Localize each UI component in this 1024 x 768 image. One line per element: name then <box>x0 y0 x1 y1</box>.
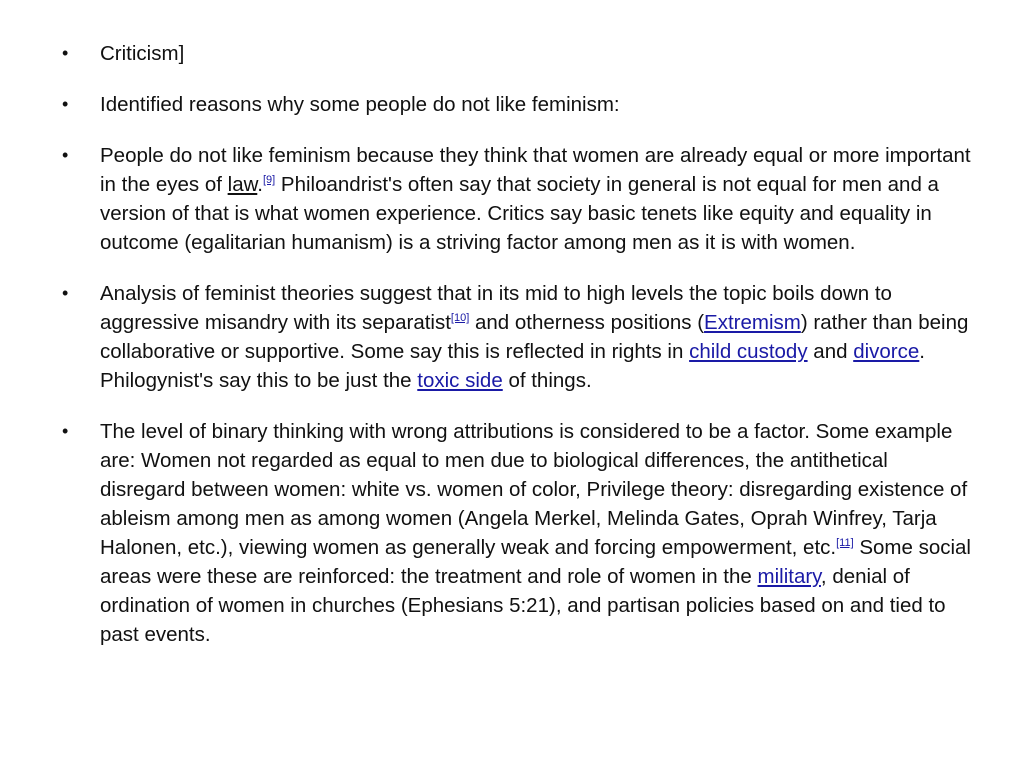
bullet-icon: • <box>62 94 69 114</box>
bullet-text: Identified reasons why some people do not like feminism: <box>100 93 620 116</box>
bullet-text: Criticism] <box>100 42 185 65</box>
bullet-item-criticism <box>62 39 974 68</box>
bullet-text: Philoandrist's often say that society in general is not equal for men and a version of that is what women experience. Critics say basic tenets like equity and equality in outcome (egalitarian humanism) is a striving factor among men as it is with women. <box>100 173 939 254</box>
reference-10-link[interactable]: [10] <box>450 312 470 325</box>
bullet-icon: • <box>62 43 69 63</box>
toxic-side-link[interactable]: toxic side <box>417 369 503 392</box>
divorce-link[interactable]: divorce <box>853 340 920 363</box>
bullet-item-already-equal <box>62 141 974 257</box>
bullet-text: and otherness positions ( <box>469 311 705 334</box>
bullet-text: Analysis of feminist theories suggest that in its mid to high levels the topic boils down to aggressive misandry with its separatist <box>100 282 892 334</box>
bullet-text: The level of binary thinking with wrong attributions is considered to be a factor. Some example are: Women not regarded as equal to men due to biological differences, the antithetical disregard between women: white vs. women of color, Privilege theory: disregarding existence of ableism among men as among women (Angela Merkel, Melinda Gates, Oprah Winfrey, Tarja Halonen, etc.), viewing women as generally weak and forcing empowerment, etc. <box>100 420 968 559</box>
bullet-text: . Philogynist's say this to be just the <box>100 340 925 392</box>
bullet-icon: • <box>62 421 69 441</box>
bullet-text: Some social areas were these are reinforced: the treatment and role of women in the <box>100 536 971 588</box>
bullet-text: People do not like feminism because they think that women are already equal or more important in the eyes of <box>100 144 971 196</box>
bullet-icon: • <box>62 283 69 303</box>
bullet-text: . <box>257 173 263 196</box>
bullet-text: and <box>807 340 854 363</box>
reference-11-link[interactable]: [11] <box>836 537 854 550</box>
child-custody-link[interactable]: child custody <box>689 340 808 363</box>
military-link[interactable]: military <box>757 565 821 588</box>
extremism-link[interactable]: Extremism <box>704 311 801 334</box>
bullet-text: ) rather than being collaborative or supportive. Some say this is reflected in rights in <box>100 311 969 363</box>
law-link[interactable]: law <box>227 173 258 196</box>
bullet-list <box>62 39 974 649</box>
bullet-text: of things. <box>502 369 592 392</box>
bullet-item-binary-thinking <box>62 417 974 649</box>
bullet-item-reasons-heading <box>62 90 974 119</box>
bullet-text: , denial of ordination of women in churches (Ephesians 5:21), and partisan policies based on and tied to past events. <box>100 565 946 646</box>
reference-9-link[interactable]: [9] <box>262 174 276 187</box>
bullet-item-analysis <box>62 279 974 395</box>
bullet-icon: • <box>62 145 69 165</box>
